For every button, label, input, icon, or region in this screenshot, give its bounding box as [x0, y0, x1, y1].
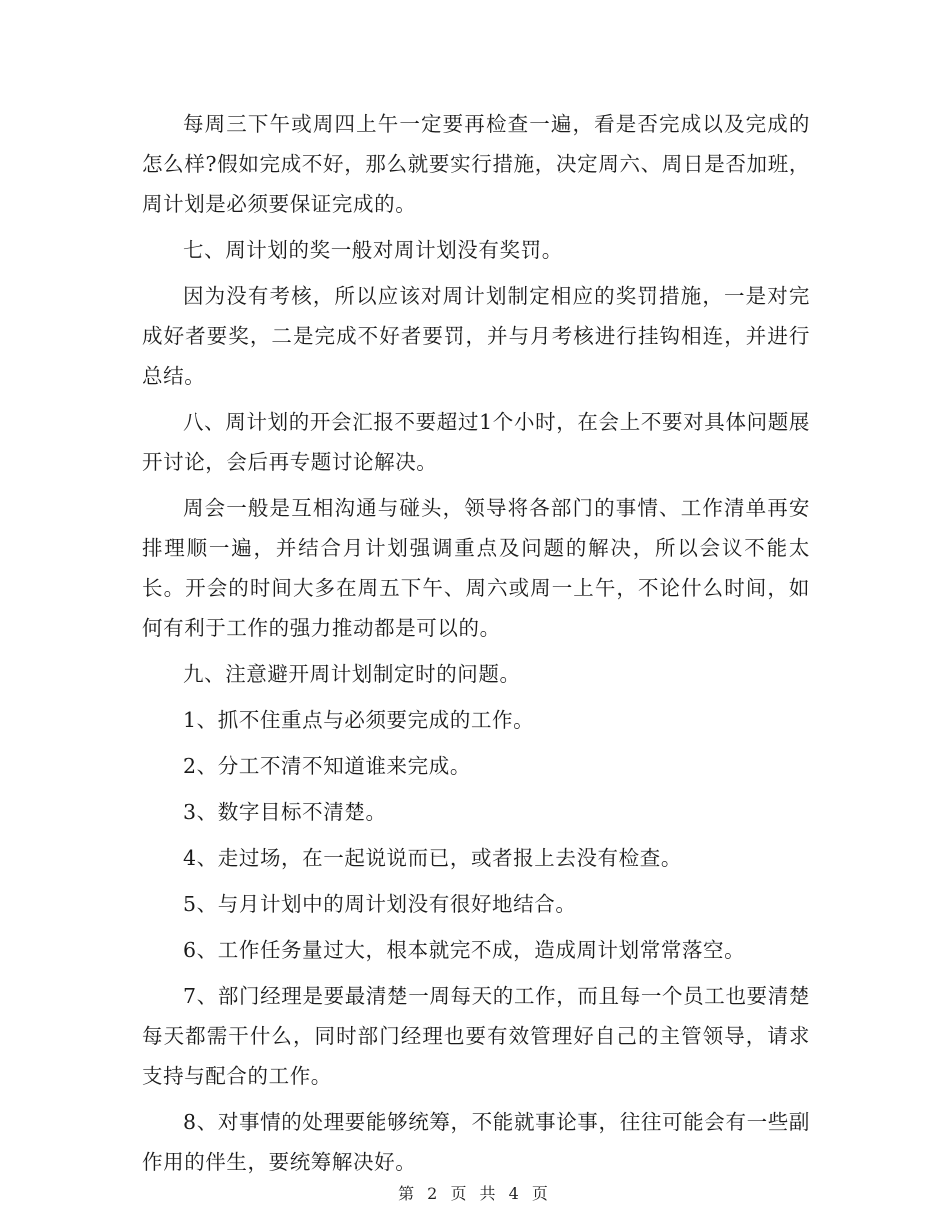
document-body [142, 104, 810, 1188]
section-heading-reward: 七、周计划的奖一般对周计划没有奖罚。 [183, 238, 563, 262]
page-number-footer: 第 2 页 共 4 页 [398, 1184, 552, 1203]
list-item-3: 3、数字目标不清楚。 [183, 800, 387, 824]
list-item-4: 4、走过场，在一起说说而已，或者报上去没有检查。 [183, 846, 682, 870]
list-item-6: 6、工作任务量过大，根本就完不成，造成周计划常常落空。 [183, 938, 746, 962]
list-item-1: 1、抓不住重点与必须要完成的工作。 [183, 708, 535, 732]
paragraph-reward-measures: 因为没有考核，所以应该对周计划制定相应的奖罚措施，一是对完成好者要奖，二是完成不好者要罚，并与月考核进行挂钩相连，并进行总结。 [142, 284, 810, 388]
list-item-2: 2、分工不清不知道谁来完成。 [183, 754, 471, 778]
section-heading-meeting: 八、周计划的开会汇报不要超过1个小时，在会上不要对具体问题展开讨论，会后再专题讨论解决。 [142, 410, 810, 474]
paragraph-weekly-meeting: 周会一般是互相沟通与碰头，领导将各部门的事情、工作清单再安排理顺一遍，并结合月计划强调重点及问题的解决，所以会议不能太长。开会的时间大多在周五下午、周六或周一上午，不论什么时间，如何有利于工作的强力推动都是可以的。 [142, 496, 810, 640]
section-heading-problems: 九、注意避开周计划制定时的问题。 [183, 662, 521, 686]
paragraph-weekly-check: 每周三下午或周四上午一定要再检查一遍，看是否完成以及完成的怎么样?假如完成不好，那么就要实行措施，决定周六、周日是否加班，周计划是必须要保证完成的。 [142, 112, 810, 216]
list-item-7: 7、部门经理是要最清楚一周每天的工作，而且每一个员工也要清楚每天都需干什么，同时部门经理也要有效管理好自己的主管领导，请求支持与配合的工作。 [142, 984, 810, 1088]
list-item-8: 8、对事情的处理要能够统筹，不能就事论事，往往可能会有一些副作用的伴生，要统筹解决好。 [142, 1110, 810, 1174]
list-item-5: 5、与月计划中的周计划没有很好地结合。 [183, 892, 577, 916]
